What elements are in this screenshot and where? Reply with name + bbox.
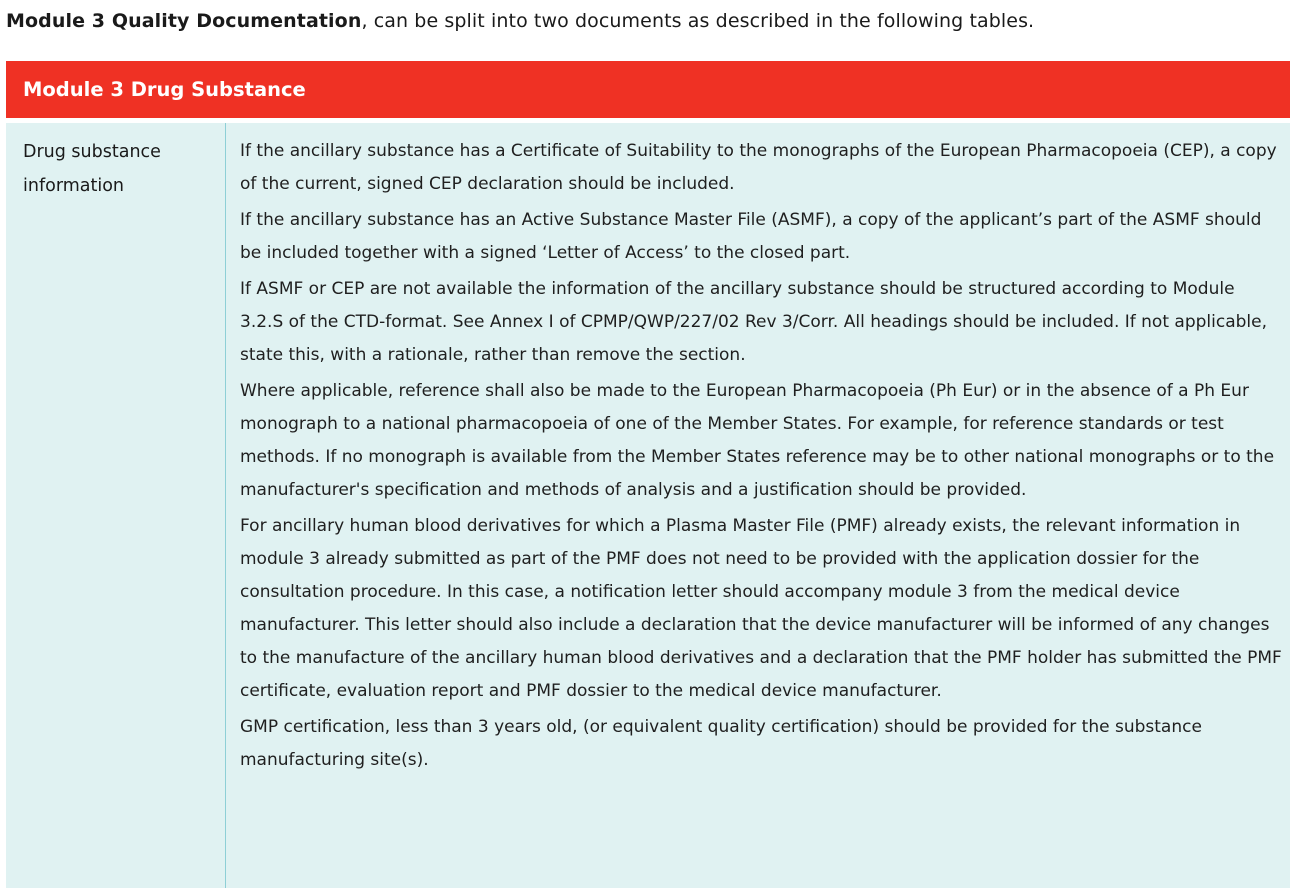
intro-sentence: [6, 8, 1286, 34]
paragraph-asmf: If the ancillary substance has an Active Substance Master File (ASMF), a copy of the applicant’s part of the ASMF should be included together with a signed ‘Letter of Access’ to the closed part.: [240, 210, 1262, 263]
table-row: [6, 123, 1290, 888]
row-label: Drug substance information: [6, 123, 226, 888]
paragraph-ctd-format: If ASMF or CEP are not available the information of the ancillary substance should be structured according to Module 3.2.S of the CTD-format. See Annex I of CPMP/QWP/227/02 Rev 3/Corr. All headings should be included. If not applicable, state this, with a rationale, rather than remove the section.: [240, 279, 1267, 365]
row-content: [226, 123, 1290, 888]
paragraph-gmp: GMP certification, less than 3 years old, (or equivalent quality certification) should be provided for the substance manufacturing site(s).: [240, 717, 1202, 770]
paragraph-cep: If the ancillary substance has a Certificate of Suitability to the monographs of the European Pharmacopoeia (CEP), a copy of the current, signed CEP declaration should be included.: [240, 141, 1277, 194]
drug-substance-table: [6, 61, 1290, 888]
intro-text: , can be split into two documents as described in the following tables.: [361, 10, 1035, 32]
paragraph-pmf: For ancillary human blood derivatives for which a Plasma Master File (PMF) already exists, the relevant information in module 3 already submitted as part of the PMF does not need to be provided with the application dossier for the consultation procedure. In this case, a notification letter should accompany module 3 from the medical device manufacturer. This letter should also include a declaration that the device manufacturer will be informed of any changes to the manufacture of the ancillary human blood derivatives and a declaration that the PMF holder has submitted the PMF certificate, evaluation report and PMF dossier to the medical device manufacturer.: [240, 516, 1282, 701]
intro-bold-title: Module 3 Quality Documentation: [6, 10, 362, 32]
paragraph-pharmacopoeia: Where applicable, reference shall also be made to the European Pharmacopoeia (Ph Eur) or in the absence of a Ph Eur monograph to a national pharmacopoeia of one of the Member States. For example, for reference standards or test methods. If no monograph is available from the Member States reference may be to other national monographs or to the manufacturer's specification and methods of analysis and a justification should be provided.: [240, 381, 1275, 500]
table-header: Module 3 Drug Substance: [6, 61, 1290, 118]
